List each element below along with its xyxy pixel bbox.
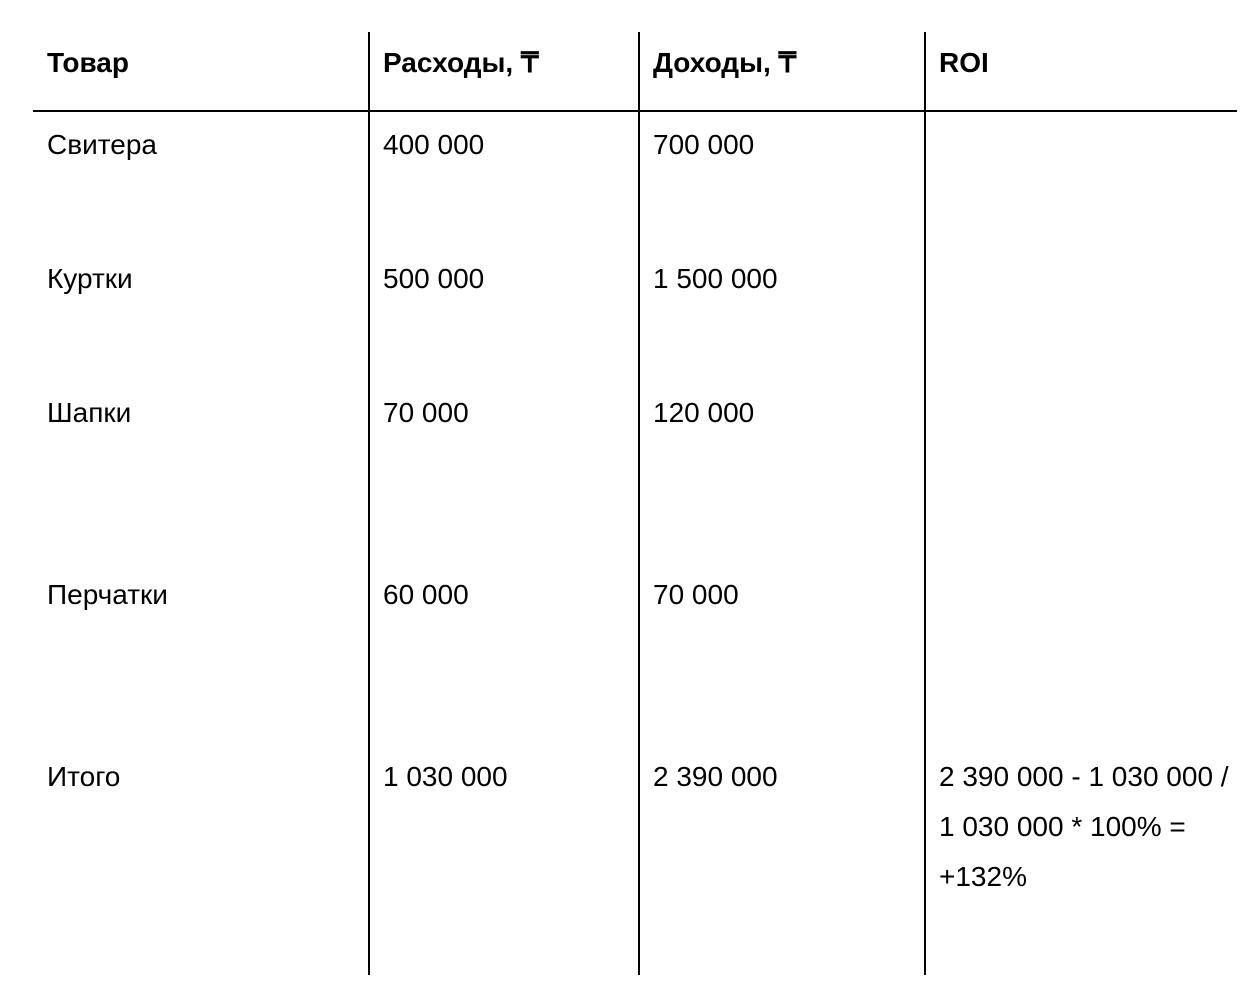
cell-expenses: 60 000 (383, 579, 469, 610)
header-product: Товар (47, 47, 129, 78)
cell-product: Куртки (47, 263, 133, 294)
header-roi: ROI (939, 47, 989, 78)
cell-income: 700 000 (653, 129, 755, 160)
cell-income: 70 000 (653, 579, 739, 610)
column-divider (368, 32, 370, 975)
cell-expenses: 400 000 (383, 129, 485, 160)
cell-product: Шапки (47, 397, 132, 428)
cell-expenses: 500 000 (383, 263, 485, 294)
cell-product-total: Итого (47, 761, 121, 792)
header-divider (33, 110, 1237, 112)
header-income: Доходы, ₸ (653, 47, 797, 78)
cell-expenses-total: 1 030 000 (383, 761, 508, 792)
header-expenses: Расходы, ₸ (383, 47, 539, 78)
column-divider (638, 32, 640, 975)
column-divider (924, 32, 926, 975)
cell-income: 1 500 000 (653, 263, 778, 294)
cell-income-total: 2 390 000 (653, 761, 778, 792)
cell-product: Свитера (47, 129, 157, 160)
cell-product: Перчатки (47, 579, 168, 610)
cell-expenses: 70 000 (383, 397, 469, 428)
cell-roi-total: 2 390 000 - 1 030 000 / 1 030 000 * 100% = +132% (939, 761, 1229, 892)
cell-income: 120 000 (653, 397, 755, 428)
